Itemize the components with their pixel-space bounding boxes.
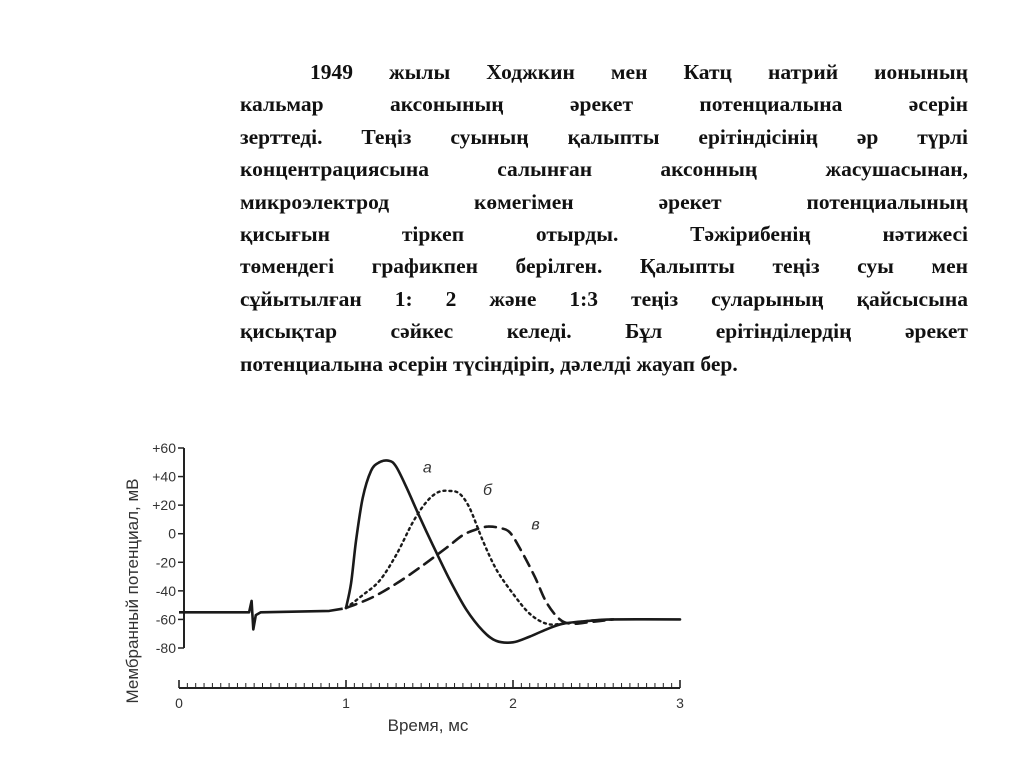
series-line-dashed (346, 527, 613, 624)
y-tick-label: -80 (155, 640, 176, 656)
y-tick-label: -60 (155, 611, 176, 628)
x-tick-label: 1 (342, 695, 350, 711)
question-line: қисықтар сәйкес келеді. Бұл ерітінділердің әрекет (240, 319, 968, 344)
x-tick-label: 2 (509, 695, 517, 711)
x-axis-label: Время, мс (387, 716, 469, 735)
y-tick-label: +40 (152, 468, 176, 485)
series-group (179, 459, 680, 642)
y-tick-label: +20 (152, 497, 176, 514)
question-line: потенциалына әсерін түсіндіріп, дәлелді жауап бер. (240, 351, 738, 376)
question-line: зерттеді. Теңіз суының қалыпты ерітіндісінің әр түрлі (240, 124, 968, 149)
series-label: б (482, 482, 492, 500)
series-label: в (531, 516, 540, 534)
y-tick-label: -40 (155, 582, 176, 599)
series-label: а (422, 459, 432, 477)
baseline-trace (179, 601, 343, 630)
series-line-solid (346, 461, 680, 643)
y-tick-label: 0 (168, 525, 176, 542)
question-text (240, 56, 968, 380)
y-tick-label: -20 (155, 554, 176, 571)
x-axis (175, 680, 684, 711)
x-tick-label: 0 (175, 695, 183, 711)
action-potential-chart (110, 426, 710, 756)
action-potential-figure (110, 426, 710, 756)
question-line: концентрациясына салынған аксонның жасушасынан, (240, 157, 968, 182)
y-tick-label: +60 (152, 440, 176, 456)
question-line: қисығын тіркеп отырды. Тәжірибенің нәтижесі (240, 222, 968, 247)
series-line-dotted (346, 491, 613, 625)
question-line: микроэлектрод көмегімен әрекет потенциалының (240, 189, 968, 214)
y-axis (152, 440, 184, 656)
y-axis-label: Мембранный потенциал, мВ (123, 478, 142, 704)
question-line: төмендегі графикпен берілген. Қалыпты теңіз суы мен (240, 254, 968, 279)
question-line: сұйытылған 1: 2 және 1:3 теңіз суларының қайсысына (240, 286, 968, 311)
question-line: кальмар аксонының әрекет потенциалына әсерін (240, 92, 968, 117)
question-line: 1949 жылы Ходжкин мен Катц натрий ионының (310, 60, 968, 84)
x-tick-label: 3 (676, 695, 684, 711)
